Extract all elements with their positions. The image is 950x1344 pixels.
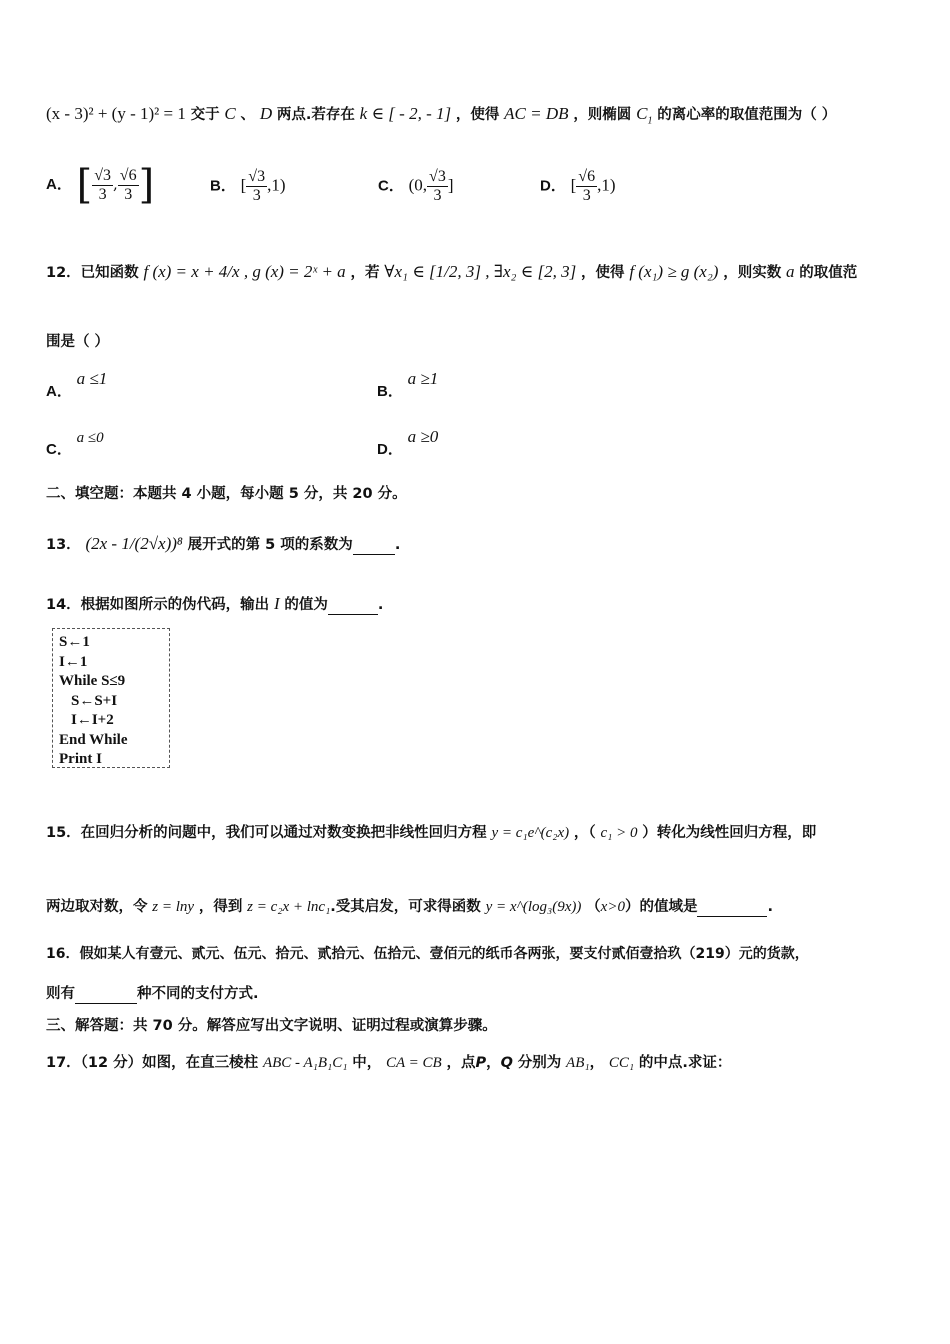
q12-option-a: [46, 368, 108, 400]
q15-text-4: 两边取对数，令: [46, 899, 148, 915]
code-line: S←1: [59, 634, 90, 650]
ellipse-c1: [636, 104, 653, 127]
q11-option-d: D． [ $\frac{√6}{3}$ ,1): [540, 168, 616, 204]
q11-option-c: C． (0, $\frac{√3}{3}$ ]: [378, 168, 454, 204]
ac-db: AC = DB: [504, 104, 569, 123]
q11-option-a: A． [ $\frac{√3}{3}$ , $\frac{√6}{3}$ ]: [46, 162, 155, 208]
q11-text-4: ，则椭圆: [573, 107, 632, 123]
q17: [46, 1052, 731, 1073]
q14-blank: [328, 594, 378, 615]
point-c: C: [224, 104, 236, 123]
q14: [46, 594, 383, 615]
option-c-label: C．: [378, 177, 404, 195]
q12-a-label: A．: [46, 383, 72, 400]
q16-text-b: 种不同的支付方式.: [137, 986, 259, 1002]
q16-text-a: 则有: [46, 986, 75, 1002]
q13-blank: [353, 534, 395, 555]
q17-ab1: AB₁: [566, 1055, 590, 1071]
q13: [46, 534, 400, 555]
section-3-header: 三、解答题：共 70 分。解答应写出文字说明、证明过程或演算步骤。: [46, 1018, 497, 1034]
q11-option-b: B． [ $\frac{√3}{3}$ ,1): [210, 168, 286, 204]
option-a-label: A．: [46, 176, 72, 193]
code-line: Print I: [59, 751, 102, 767]
q14-var: I: [273, 594, 280, 613]
q15-text-8: ）的值域是: [624, 899, 698, 915]
q17-cc1: CC₁: [608, 1055, 635, 1071]
q12-inequality: f (x₁) ≥ g (x₂): [629, 262, 719, 281]
q17-comma: ，: [486, 1055, 501, 1071]
q14-end: .: [377, 597, 384, 613]
code-line: End While: [59, 731, 128, 748]
q11-continuation: [46, 104, 836, 131]
q15-cond-2: x>0: [600, 899, 625, 915]
frac-sqrt3-3: $\frac{√3}{3}$: [94, 166, 112, 203]
q17-text-3: ，点: [446, 1055, 476, 1071]
q14-text: 14．根据如图所示的伪代码，输出: [46, 597, 270, 613]
q13-end: .: [394, 537, 401, 553]
q15-line-2: [46, 896, 773, 917]
code-line: I←1: [59, 653, 88, 670]
q12-t4: 的取值范: [799, 265, 858, 281]
q12-c-value: a ≤0: [76, 430, 104, 446]
q15-end: .: [767, 899, 773, 915]
q17-ca-cb: CA = CB: [386, 1055, 442, 1071]
q12-t1: ，若: [350, 265, 380, 281]
bracket-left: [: [76, 162, 93, 208]
k-range: k ∈ [ - 2, - 1]: [359, 104, 452, 123]
q17-text-1: 17．（12 分）如图，在直三棱柱: [46, 1055, 259, 1071]
q15-eq-3: z = c₂x + lnc₁: [247, 899, 331, 915]
point-d: D: [259, 104, 273, 123]
q13-expression: (2x - 1/(2√x))⁸: [85, 534, 183, 553]
c1-sub: 1: [647, 115, 653, 127]
q15-cond: c₁ > 0: [600, 825, 638, 841]
q15-text-1: 15．在回归分析的问题中，我们可以通过对数变换把非线性回归方程: [46, 825, 487, 841]
option-b-label: B．: [210, 177, 236, 195]
code-line: S←S+I: [71, 692, 118, 709]
q12-b-label: B．: [377, 383, 403, 400]
q16-line-1: 16．假如某人有壹元、贰元、伍元、拾元、贰拾元、伍拾元、壹佰元的纸币各两张，要支付贰佰壹拾玖（219）元的货款，: [46, 946, 809, 962]
q16-blank: [75, 983, 137, 1004]
q13-text: 展开式的第 5 项的系数为: [187, 537, 353, 553]
q12-a-value: a ≤1: [76, 369, 108, 388]
q12-d-label: D．: [377, 441, 403, 458]
q11-text-5: 的离心率的取值范围为（ ）: [657, 107, 837, 123]
q15-text-7: （: [586, 899, 601, 915]
q12-function: f (x) = x + 4/x , g (x) = 2ˣ + a: [143, 262, 346, 281]
q11-text-3: ，使得: [455, 107, 500, 123]
q12-option-b: [377, 368, 439, 400]
q12-quantifier: ∀x₁ ∈ [1/2, 3] , ∃x₂ ∈ [2, 3]: [384, 262, 577, 281]
q17-prism: ABC - A₁B₁C₁: [262, 1055, 348, 1071]
pseudocode-box: [52, 628, 170, 768]
q15-eq-2: z = lny: [152, 899, 195, 915]
code-line: I←I+2: [71, 712, 114, 728]
q15-text-5: ，得到: [198, 899, 243, 915]
q14-text-2: 的值为: [284, 597, 328, 613]
q12-t3: ，则实数: [723, 265, 782, 281]
q17-point-q: Q: [500, 1055, 513, 1071]
q13-number: 13．: [46, 537, 81, 553]
q15-eq-4: y = x^(log₃(9x)): [485, 899, 582, 915]
q16-line-2: [46, 983, 259, 1004]
code-line: While S≤9: [59, 673, 126, 689]
frac-sqrt6-3: $\frac{√6}{3}$: [119, 166, 137, 203]
q15-text-2: ，（: [573, 825, 596, 841]
q15-eq-1: y = c₁e^(c₂x): [491, 825, 570, 841]
q15-text-3: ）转化为线性回归方程，即: [642, 825, 817, 841]
q12-number: 12．已知函数: [46, 265, 139, 281]
q17-text-5: ，: [589, 1055, 605, 1071]
bracket-right: ]: [138, 162, 155, 208]
q17-text-2: 中，: [352, 1055, 382, 1071]
q11-sep: 、: [240, 107, 256, 123]
q15-text-6: .受其启发，可求得函数: [330, 899, 481, 915]
q12-option-d: [377, 426, 439, 458]
q17-point-p: P: [475, 1055, 487, 1071]
option-d-label: D．: [540, 177, 566, 195]
c1-letter: C: [636, 104, 648, 123]
section-2-header: 二、填空题：本题共 4 小题，每小题 5 分，共 20 分。: [46, 486, 407, 502]
q11-text-1: 交于: [190, 107, 220, 123]
circle-equation: (x - 3)² + (y - 1)² = 1: [46, 104, 186, 123]
q11-text-2: 两点.若存在: [276, 107, 355, 123]
q15-blank: [697, 896, 767, 917]
q12-b-value: a ≥1: [407, 369, 439, 388]
q12-d-value: a ≥0: [407, 427, 439, 446]
q12-a: a: [785, 262, 795, 281]
q17-text-6: 的中点.求证：: [638, 1055, 732, 1071]
q12-t2: ，使得: [581, 265, 625, 281]
q12-c-label: C．: [46, 441, 72, 458]
q12-option-c: [46, 426, 104, 458]
q12-line-1: [46, 262, 857, 283]
q12-line-2: 围是（ ）: [46, 334, 110, 350]
q17-text-4: 分别为: [517, 1055, 562, 1071]
q15-line-1: [46, 822, 816, 843]
